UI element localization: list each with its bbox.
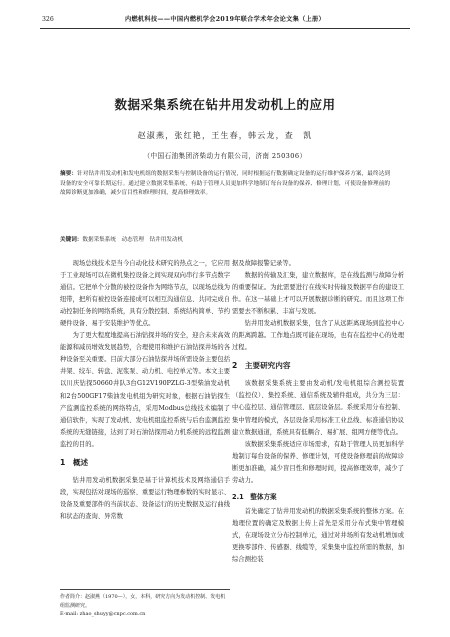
author-email: E-mail: zhao_shuyy@cnpc.com.cn	[60, 611, 146, 617]
right-column	[232, 258, 404, 566]
right-paragraph-1: 数据的传输及汇集，建立数据库，是在线监测与故障分析的重要保证。为此需要进行在线实时传输及数据平台的建设工作。在这一基础上才可以开展数据诊断的研究。而且这项工作需要去不断积累、丰富与发展。	[232, 272, 404, 316]
intro-paragraph-1: 现场总线技术是当今自动化技术研究的热点之一，它应用于工业现场可以在微机集控设备之间实现双向串行多节点数字通信。它把单个分散的被控设备作为网络节点，以现场总线为纽带，把所有被控设备连接成可以相互沟通信息、共同完成自动控制任务的网络系统，具有分散控制、系统结构简单、节约硬件设备、易于安装维护等优点。	[60, 260, 231, 328]
keywords-text: 数据采集系统 动态管理 钻井用发动机	[82, 237, 184, 243]
abstract	[60, 170, 390, 199]
paper-title: 数据采集系统在钻井用发动机上的应用	[114, 97, 336, 112]
affiliation: （中国石油集团济柴动力有限公司，济南 250306）	[143, 152, 307, 160]
right-paragraph-2: 钻井用发动机数据采集，包含了从远距离现场到监控中心的距离跨越。工作地点既可能在现场，也有在监控中心的处理过程。	[232, 320, 404, 352]
section-2-heading: 2 主要研究内容	[232, 361, 291, 371]
running-head	[40, 14, 410, 29]
keywords-label: 关键词：	[60, 237, 83, 243]
abstract-label: 摘要：	[60, 171, 78, 177]
subsection-2-1-paragraph: 首先确定了钻井用发动机的数据采集系统的整体方案。在地理位置的确定及数据上传上首先是采用分布式集中管理模式，在现场设立分布控制单元，通过对井场所有发动机增加或更换零部件、传感器、线缆等，采集集中监控所需的数据，加综合测控装	[232, 507, 404, 563]
section-2-paragraph-2: 该数据采集系统适应市场需求，有助于管理人员更加科学地制订每台设备的保养、修理计划，可使设备修理前的故障诊断更加准确，减少盲目性和修理时间，提高修理效率，减少了劳动力。	[232, 440, 404, 484]
abstract-text: 针对钻井用发动机和发电机组的数据采集与控制设备的运行情况，同时根据运行数据确定设备的运行维护保养方案，最终达到设备的安全可靠长期运行。通过建立数据采集系统，有助于管理人员更加科学地制订每台设备的保养、修理计划，可使设备修理前的故障诊断更加准确，减少盲目性和修理时间，提高修理效率。	[60, 171, 390, 197]
page-number: 326	[42, 16, 54, 23]
section-1-heading: 1 概述	[60, 457, 89, 467]
section-1-paragraph: 钻井用发动机数据采集是基于计算机技术及网络通信手段，实现包括对现场的巡察、重要运行物理参数的实时显示、设备及重要部件的当前状态、设备运行的历史数据及运行曲线和状态的查询、异常数	[60, 476, 231, 520]
continuation-text: 据及故障报警记录等。	[232, 260, 295, 267]
section-2-paragraph-1: 该数据采集系统主要由发动机/发电机组综合测控装置（监控仪）、集控系统、通信系统及辅件组成，共分为三层：中心监控层、通信管理层、底层设备层。系统采用分布控制、集中管理的模式，各层设备采用标准工业总线、标准通信协议建立数据通道，系统具有低耦合、易扩展、组网方便等优点。	[232, 380, 404, 436]
left-column	[60, 258, 230, 523]
author-footnote	[60, 589, 230, 619]
keywords	[60, 236, 390, 245]
intro-paragraph-2: 为了更大程度地提高石油钻探井场的安全，迎合未来高效能源和减员增效发展趋势，合理使用和维护石油钻探井场的各种设备至关重要。目前大部分石油钻探井场所需设备主要包括井架、绞车、转盘、泥浆泵、动力机、电控单元等。本文主要以川庆钻探50660井队3台G12V190PZLG-3型柴油发动机和2台500GF17柴油发电机组为研究对象，根据石油钻探生产监测监控系统的网络特点，采用Modbus总线技术编制了通信软件，实现了发动机、发电机组监控系统与后台监测监控系统的无缝链接，达到了对石油钻探用动力机系统的远程监测监控的目的。	[60, 332, 231, 448]
journal-title: 内燃机科技——中国内燃机学会2019年联合学术年会论文集（上册）	[124, 16, 326, 23]
subsection-2-1-heading: 2.1 整体方案	[232, 492, 277, 501]
author-list: 赵淑燕，张红艳，王生春，韩云龙，查 凯	[137, 131, 313, 140]
author-info: 作者简介：赵淑燕（1970—），女，本科，研究方向为发动机控制、发电机组监测研究。	[60, 594, 226, 609]
